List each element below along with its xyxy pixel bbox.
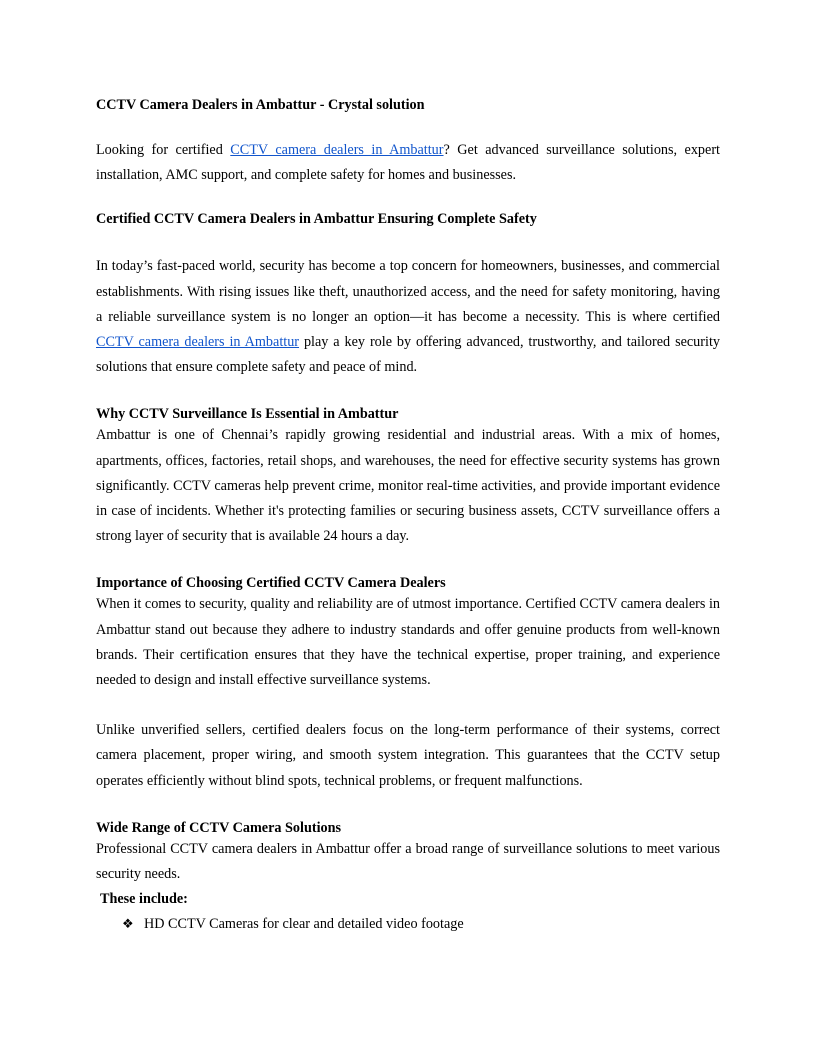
cctv-dealers-link-2[interactable]: CCTV camera dealers in Ambattur bbox=[96, 334, 300, 351]
cctv-dealers-link[interactable]: CCTV camera dealers in Ambattur bbox=[230, 142, 444, 158]
section-paragraph-range: Professional CCTV camera dealers in Ambattur offer a broad range of surveillance solutions to meet various security needs. bbox=[96, 840, 720, 883]
intro-paragraph bbox=[96, 138, 720, 188]
section-paragraph-importance-2: Unlike unverified sellers, certified dealers focus on the long-term performance of their systems, correct camera placement, proper wiring, and smooth system integration. This guarantees that the CCTV setup operates efficiently without blind spots, technical problems, or frequent malfunctions. bbox=[96, 722, 720, 789]
includes-label: These include: bbox=[100, 891, 188, 908]
intro-text-after: ? Get advanced surveillance solutions, expert installation, AMC support, and complete safety for homes and businesses. bbox=[96, 142, 720, 184]
section-paragraph-importance-1: When it comes to security, quality and reliability are of utmost importance. Certified CCTV camera dealers in Ambattur stand out because they adhere to industry standards and offer genuine products from well-known brands. Their certification ensures that they have the technical expertise, proper training, and experience needed to design and install effective surveillance systems. bbox=[96, 596, 720, 689]
diamond-bullet-icon: ❖ bbox=[122, 917, 134, 933]
solutions-list bbox=[96, 912, 720, 937]
overview-text-before: In today’s fast-paced world, security has become a top concern for homeowners, businesses, and commercial establishments. With rising issues like theft, unauthorized access, and the need for safety monitoring, having a reliable surveillance system is no longer an option—it has become a necessity. This is where certified bbox=[96, 258, 720, 325]
overview-text-after: play a key role by offering advanced, trustworthy, and tailored security solutions that ensure complete safety and peace of mind. bbox=[96, 334, 720, 376]
section-paragraph-why: Ambattur is one of Chennai’s rapidly growing residential and industrial areas. With a mix of homes, apartments, offices, factories, retail shops, and warehouses, the need for effective security systems has grown significantly. CCTV cameras help prevent crime, monitor real-time activities, and provide important evidence in case of incidents. Whether it's protecting families or securing business assets, CCTV surveillance offers a strong layer of security that is available 24 hours a day. bbox=[96, 427, 720, 545]
list-item-text: HD CCTV Cameras for clear and detailed video footage bbox=[144, 916, 464, 933]
document-page bbox=[96, 96, 720, 938]
overview-paragraph bbox=[96, 254, 720, 380]
list-item bbox=[122, 912, 720, 937]
section-heading-why: Why CCTV Surveillance Is Essential in Ambattur bbox=[96, 406, 399, 423]
section-heading-importance: Importance of Choosing Certified CCTV Camera Dealers bbox=[96, 575, 446, 592]
section-heading-range: Wide Range of CCTV Camera Solutions bbox=[96, 819, 342, 836]
subtitle-heading: Certified CCTV Camera Dealers in Ambattur Ensuring Complete Safety bbox=[96, 211, 537, 228]
intro-text-before: Looking for certified bbox=[96, 142, 231, 158]
document-title: CCTV Camera Dealers in Ambattur - Crystal solution bbox=[96, 97, 425, 113]
